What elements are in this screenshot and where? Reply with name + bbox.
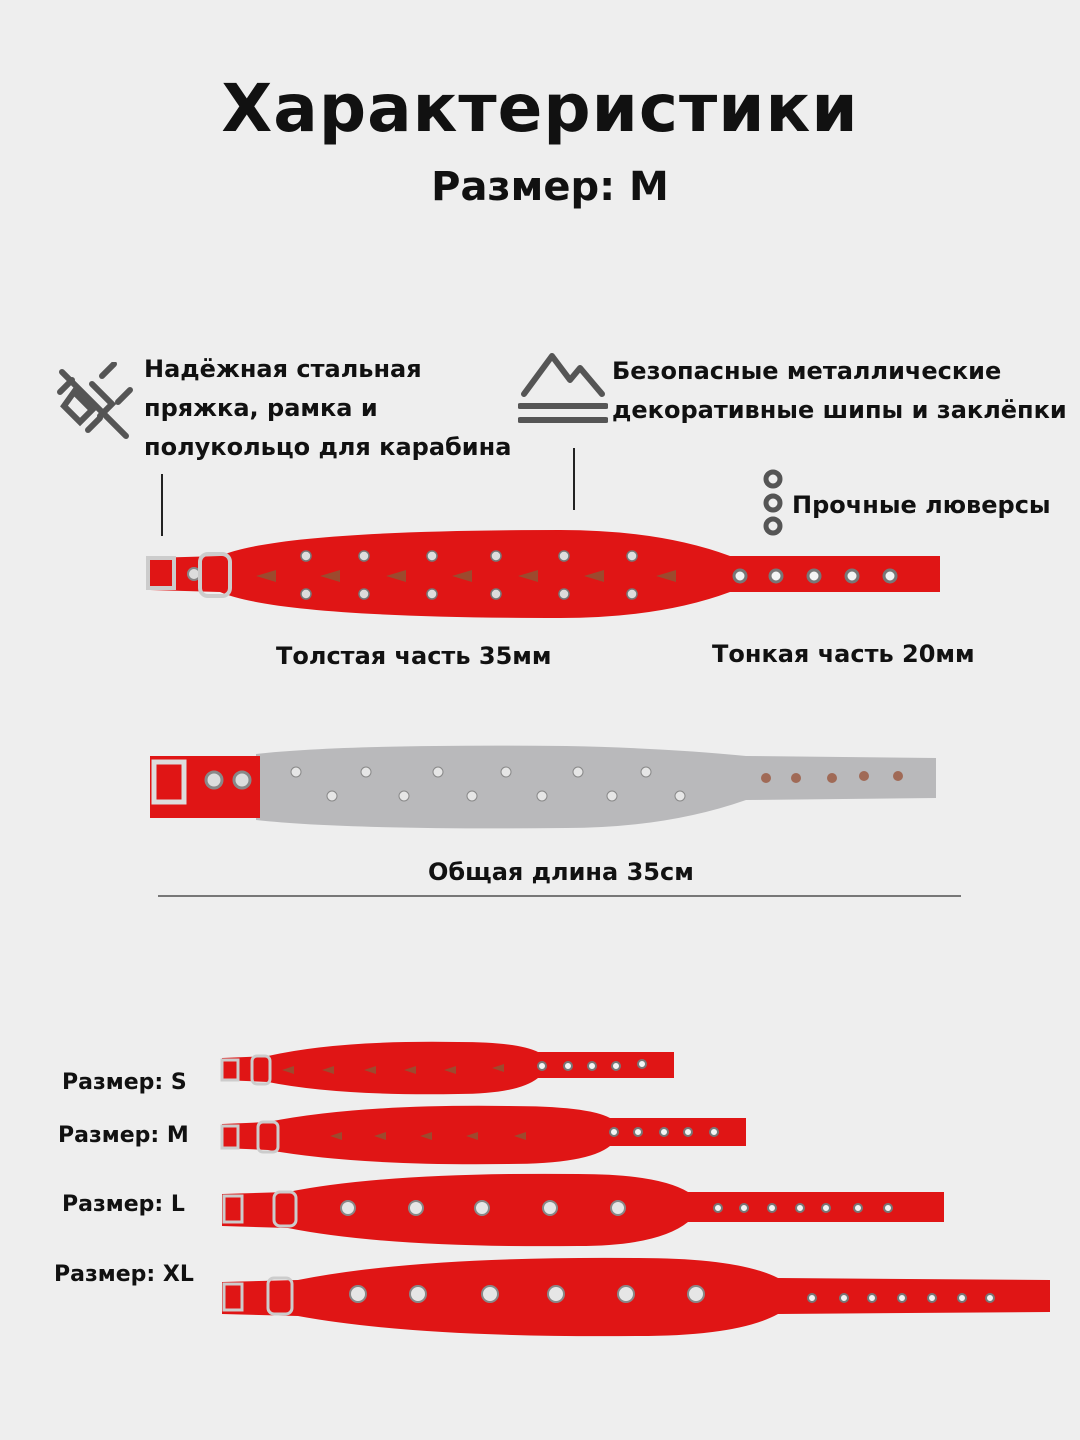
thin-part-label: Тонкая часть 20мм	[712, 640, 975, 668]
thick-part-label: Толстая часть 35мм	[276, 642, 552, 670]
page-title: Характеристики	[221, 70, 859, 147]
collar-size-l-image	[218, 1170, 950, 1250]
collar-back-image	[146, 742, 946, 834]
mountains-icon	[518, 350, 608, 426]
feature-line: декоративные шипы и заклёпки	[612, 396, 1067, 424]
size-subtitle: Размер: М	[431, 164, 669, 210]
size-l-label: Размер: L	[62, 1192, 185, 1217]
buckle-icon	[52, 362, 134, 444]
size-xl-label: Размер: XL	[54, 1262, 194, 1287]
feature-buckle-text	[144, 350, 511, 467]
pointer-line	[573, 448, 575, 510]
feature-line: полукольцо для карабина	[144, 433, 512, 461]
collar-size-xl-image	[218, 1254, 1058, 1340]
size-m-label: Размер: M	[58, 1123, 189, 1148]
divider	[158, 895, 961, 897]
total-length-label: Общая длина 35см	[428, 858, 694, 886]
feature-line: Надёжная стальная	[144, 355, 422, 383]
collar-front-image	[140, 526, 950, 626]
collar-size-m-image	[218, 1102, 750, 1168]
feature-spikes-text	[612, 352, 1067, 430]
feature-line: пряжка, рамка и	[144, 394, 378, 422]
feature-line: Безопасные металлические	[612, 357, 1002, 385]
feature-line: Прочные люверсы	[792, 491, 1051, 519]
feature-grommets-text	[792, 486, 1051, 525]
size-s-label: Размер: S	[62, 1070, 187, 1095]
collar-size-s-image	[218, 1038, 680, 1100]
